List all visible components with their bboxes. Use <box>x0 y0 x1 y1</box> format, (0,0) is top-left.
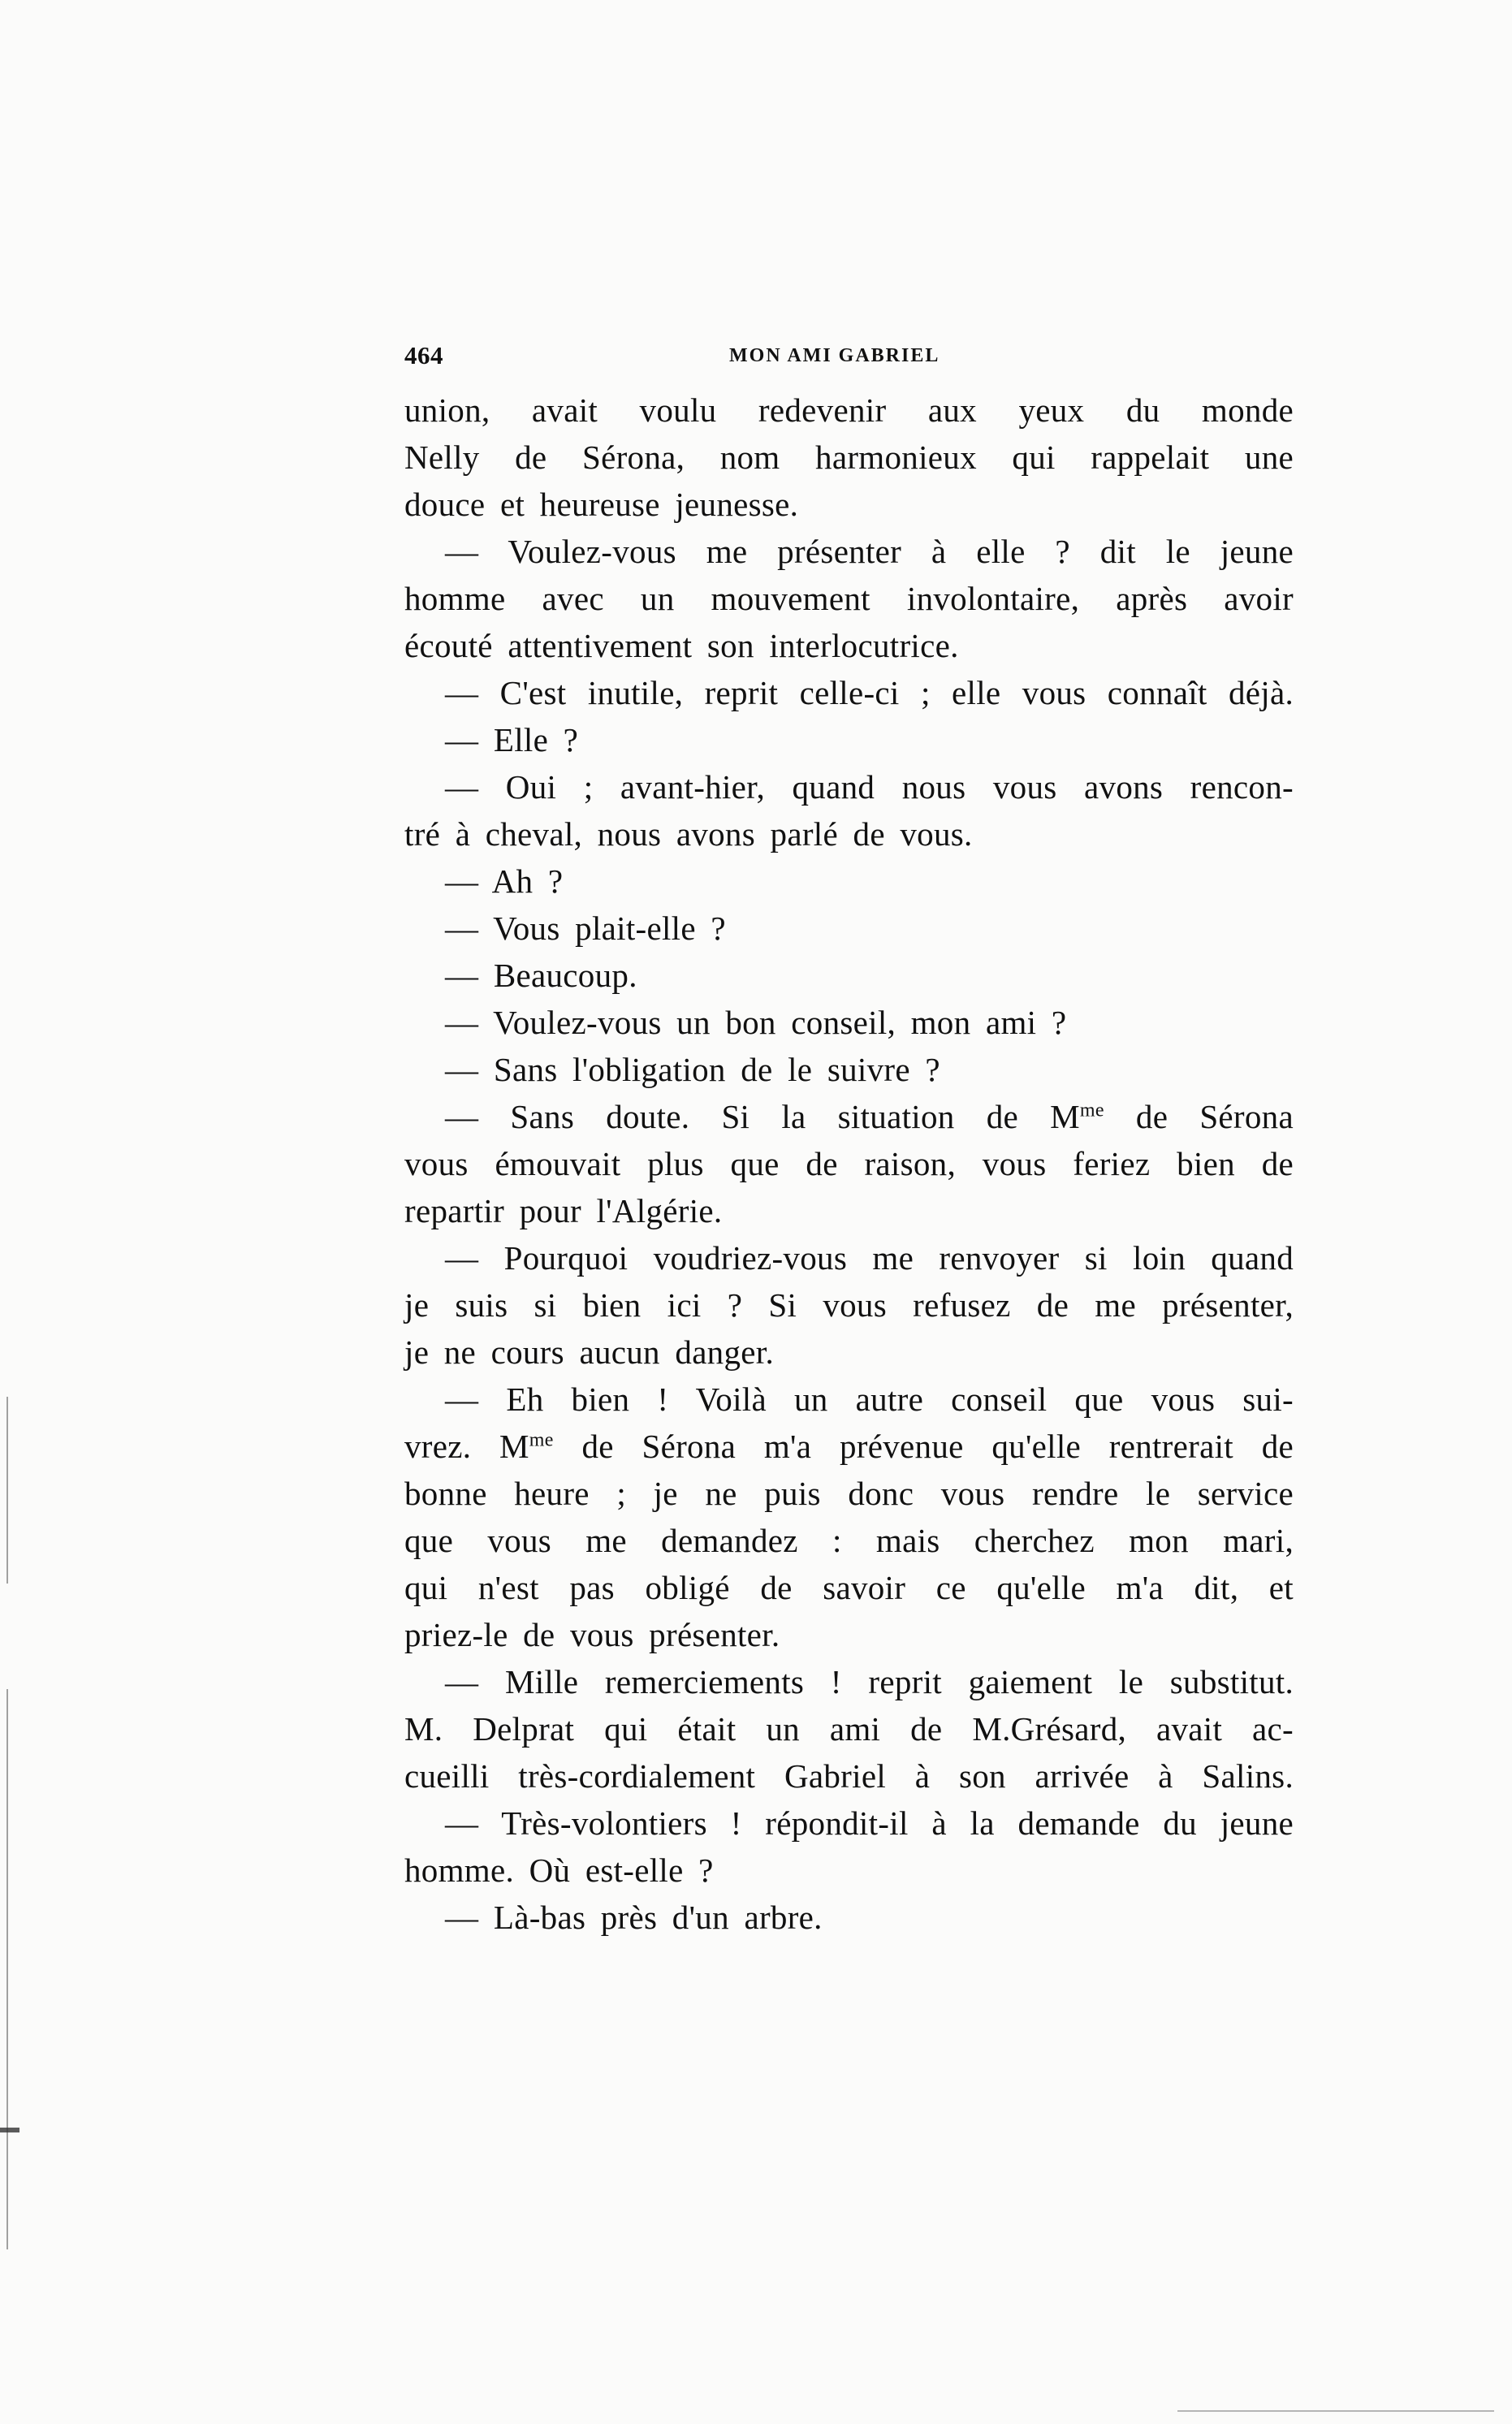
line-fragment: de Sérona m'a prévenue qu'elle rentrerait de <box>553 1428 1294 1465</box>
text-line: — C'est inutile, reprit celle-ci ; elle vous connaît déjà. <box>445 674 1294 711</box>
text-line: — Mille remerciements ! reprit gaiement le substitut. <box>445 1663 1294 1700</box>
text-line <box>404 1423 1294 1470</box>
text-line: homme. Où est-elle ? <box>404 1851 714 1889</box>
line-fragment: de Sérona <box>1104 1098 1294 1135</box>
text-line: — Vous plait-elle ? <box>445 910 726 947</box>
scan-margin-mark <box>1177 2410 1494 2412</box>
text-line: bonne heure ; je ne puis donc vous rendre le service <box>404 1475 1294 1512</box>
scan-margin-mark <box>0 2128 19 2132</box>
page-text <box>404 387 1294 1941</box>
text-line: — Voulez-vous me présenter à elle ? dit le jeune <box>445 533 1294 570</box>
text-line: cueilli très-cordialement Gabriel à son arrivée à Salins. <box>404 1757 1294 1795</box>
text-line: je ne cours aucun danger. <box>404 1333 775 1371</box>
text-line: — Pourquoi voudriez-vous me renvoyer si loin quand <box>445 1239 1294 1277</box>
line-fragment: vrez. M <box>404 1428 529 1465</box>
text-line: homme avec un mouvement involontaire, après avoir <box>404 580 1294 617</box>
scan-margin-mark <box>6 1397 8 1584</box>
text-line: — Beaucoup. <box>445 957 637 994</box>
page-number: 464 <box>404 341 443 369</box>
text-line: union, avait voulu redevenir aux yeux du monde <box>404 391 1294 429</box>
text-line: — Elle ? <box>445 721 579 758</box>
text-line: — Eh bien ! Voilà un autre conseil que vous sui- <box>445 1381 1294 1418</box>
superscript-mme: me <box>1079 1100 1104 1121</box>
page-header <box>404 341 1298 374</box>
text-line: que vous me demandez : mais cherchez mon mari, <box>404 1522 1294 1559</box>
running-title: MON AMI GABRIEL <box>729 345 940 366</box>
text-line: priez-le de vous présenter. <box>404 1616 780 1653</box>
text-line: — Voulez-vous un bon conseil, mon ami ? <box>445 1004 1067 1041</box>
text-line: Nelly de Sérona, nom harmonieux qui rappelait une <box>404 439 1294 476</box>
superscript-mme: me <box>529 1429 554 1451</box>
text-line: — Très-volontiers ! répondit-il à la demande du jeune <box>445 1804 1294 1842</box>
text-line: repartir pour l'Algérie. <box>404 1192 723 1229</box>
text-line: tré à cheval, nous avons parlé de vous. <box>404 815 973 853</box>
scan-margin-mark <box>6 1689 8 2249</box>
text-line: — Sans l'obligation de le suivre ? <box>445 1051 940 1088</box>
text-line: — Là-bas près d'un arbre. <box>445 1899 823 1936</box>
text-line: — Oui ; avant-hier, quand nous vous avons rencon- <box>445 768 1294 806</box>
text-line: écouté attentivement son interlocutrice. <box>404 627 959 664</box>
text-line <box>404 1093 1294 1140</box>
text-line: douce et heureuse jeunesse. <box>404 486 799 523</box>
text-line: je suis si bien ici ? Si vous refusez de me présenter, <box>404 1286 1294 1324</box>
text-line: M. Delprat qui était un ami de M.Grésard, avait ac- <box>404 1710 1294 1748</box>
text-line: qui n'est pas obligé de savoir ce qu'elle m'a dit, et <box>404 1569 1294 1606</box>
text-line: — Ah ? <box>445 862 564 900</box>
text-line: vous émouvait plus que de raison, vous feriez bien de <box>404 1145 1294 1182</box>
line-fragment: — Sans doute. Si la situation de M <box>445 1098 1080 1135</box>
